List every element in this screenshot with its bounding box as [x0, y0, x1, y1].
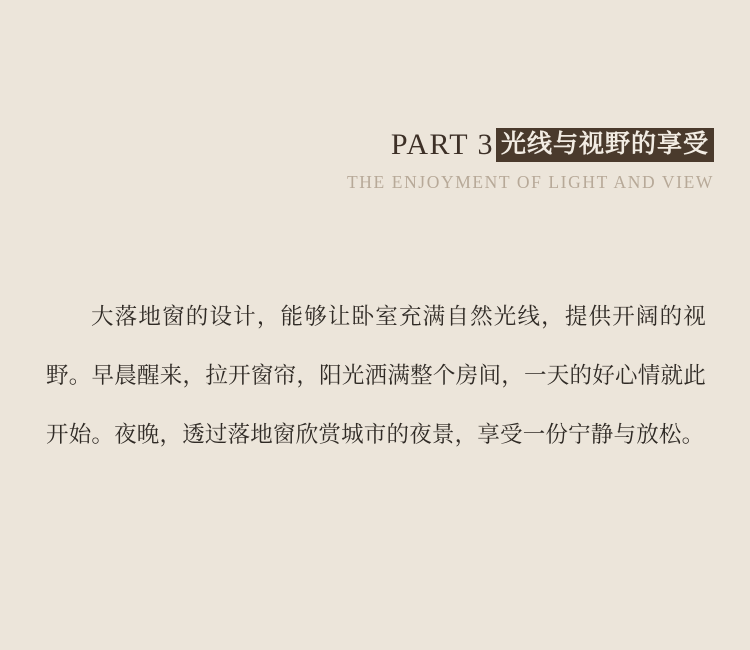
body-paragraph: 大落地窗的设计，能够让卧室充满自然光线，提供开阔的视野。早晨醒来，拉开窗帘，阳光洒满整个房间，一天的好心情就此开始。夜晚，透过落地窗欣赏城市的夜景，享受一份宁静与放松。	[46, 304, 706, 448]
section-heading	[0, 128, 714, 193]
section-subtitle-english: THE ENJOYMENT OF LIGHT AND VIEW	[346, 172, 714, 193]
part-title-highlight: 光线与视野的享受	[496, 128, 714, 162]
part-label: PART 3	[390, 128, 494, 162]
body-text-block	[46, 288, 706, 465]
heading-line	[0, 128, 714, 162]
